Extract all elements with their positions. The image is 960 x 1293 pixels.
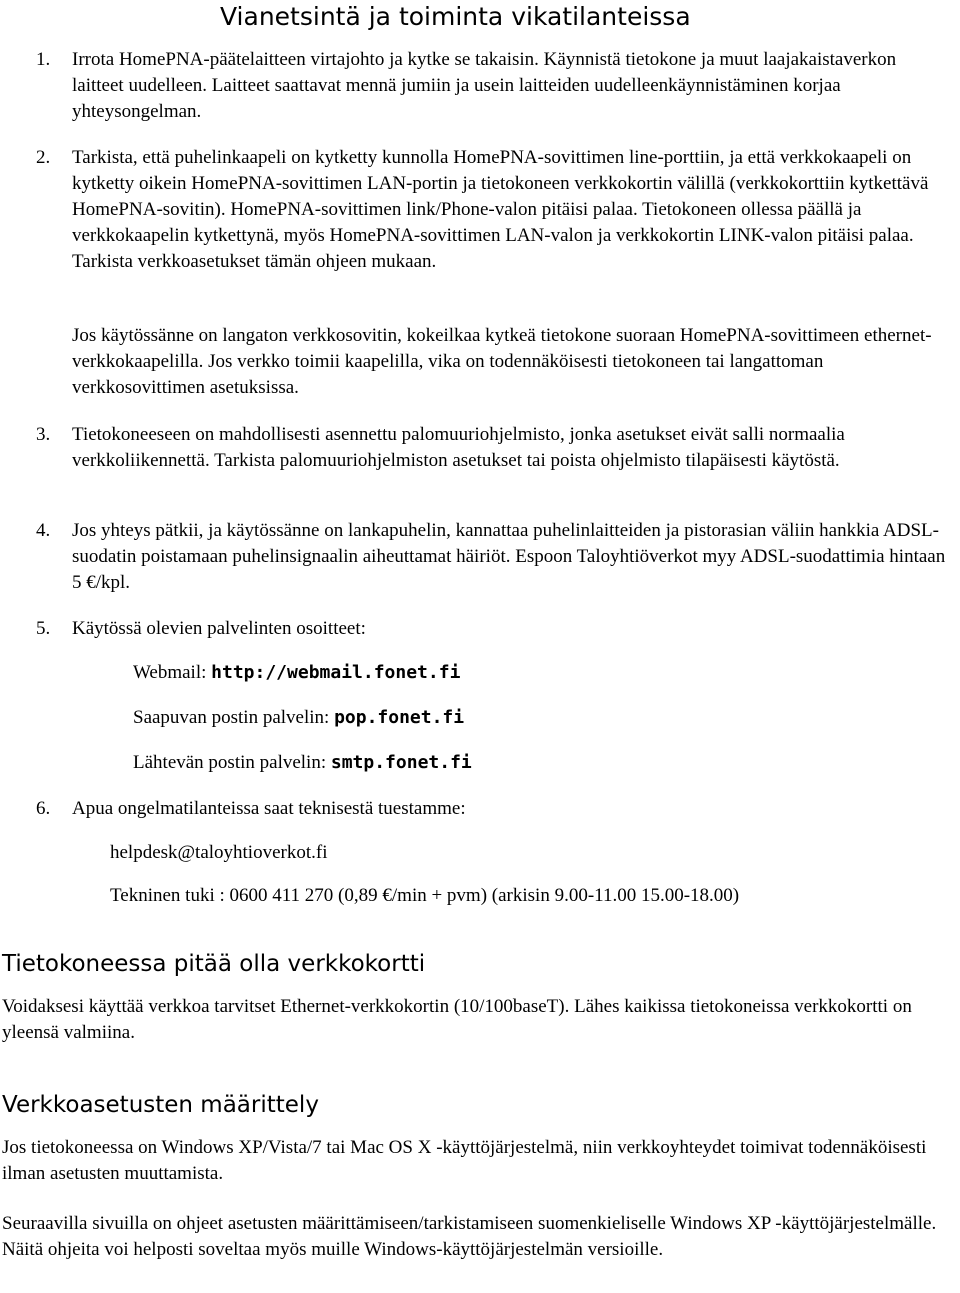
step-paragraph: Jos yhteys pätkii, ja käytössänne on lankapuhelin, kannattaa puhelinlaitteiden ja pistorasian väliin hankkia ADSL-suodatin poistamaan puhelinsignaalin aiheuttamat häiriöt. Espoon Taloyhtiöverkot myy ADSL-suodattimia hintaan 5 €/kpl.: [72, 520, 946, 593]
support-phone: Tekninen tuki : 0600 411 270 (0,89 €/min + pvm) (arkisin 9.00-11.00 15.00-18.00): [110, 885, 740, 906]
step-text: [72, 145, 952, 275]
server-label: Webmail:: [133, 662, 212, 683]
server-address: pop.fonet.fi: [334, 707, 465, 728]
step-text: [72, 796, 952, 822]
step-paragraph: Tarkista, että puhelinkaapeli on kytketty kunnolla HomePNA-sovittimen line-porttiin, ja että verkkokaapeli on kytketty oikein HomePNA-sovittimen LAN-portin ja tietokoneen verkkokortin välillä (verkkokorttiin kytkettävä HomePNA-sovitin). HomePNA-sovittimen link/Phone-valon pitäisi palaa. Tietokoneen ollessa päällä ja verkkokaapelin kytkettynä, myös HomePNA-sovittimen LAN-valon ja verkkokortin LINK-valon pitäisi palaa. Tarkista verkkoasetukset tämän ohjeen mukaan.: [72, 147, 929, 272]
server-incoming: [133, 705, 464, 731]
step-text: [72, 323, 952, 401]
step-number: 4.: [36, 520, 51, 541]
step-paragraph: Jos käytössänne on langaton verkkosovitin, kokeilkaa kytkeä tietokone suoraan HomePNA-sovittimeen ethernet-verkkokaapelilla. Jos verkko toimii kaapelilla, vika on todennäköisesti tietokoneen tai langattoman verkkosovittimen asetuksissa.: [72, 325, 932, 398]
server-label: Lähtevän postin palvelin:: [133, 752, 331, 773]
step-number: 5.: [36, 618, 51, 639]
step-paragraph: Tietokoneeseen on mahdollisesti asennettu palomuuriohjelmisto, jonka asetukset eivät salli normaalia verkkoliikennettä. Tarkista palomuuriohjelmiston asetukset tai poista ohjelmisto tilapäisesti käytöstä.: [72, 424, 845, 471]
step-paragraph: Irrota HomePNA-päätelaitteen virtajohto ja kytke se takaisin. Käynnistä tietokone ja muut laajakaistaverkon laitteet uudelleen. Laitteet saattavat mennä jumiin ja usein laitteiden uudelleenkäynnistäminen korjaa yhteysongelman.: [72, 49, 897, 122]
step-text: [72, 47, 952, 125]
section-paragraph: Jos tietokoneessa on Windows XP/Vista/7 tai Mac OS X -käyttöjärjestelmä, niin verkkoyhteydet toimivat todennäköisesti ilman asetusten muuttamista.: [2, 1137, 927, 1184]
step-paragraph: Käytössä olevien palvelinten osoitteet:: [72, 618, 366, 639]
step-text: [72, 616, 952, 642]
step-paragraph: Apua ongelmatilanteissa saat teknisestä tuestamme:: [72, 798, 466, 819]
step-number: 3.: [36, 424, 51, 445]
support-email-link[interactable]: helpdesk@taloyhtioverkot.fi: [110, 842, 328, 863]
step-text: [72, 518, 952, 596]
section-paragraph: Voidaksesi käyttää verkkoa tarvitset Ethernet-verkkokortin (10/100baseT). Lähes kaikissa tietokoneissa verkkokortti on yleensä valmiina.: [2, 996, 912, 1043]
section-paragraph: Seuraavilla sivuilla on ohjeet asetusten määrittämiseen/tarkistamiseen suomenkieliselle Windows XP -käyttöjärjestelmälle. Näitä ohjeita voi helposti soveltaa myös muille Windows-käyttöjärjestelmän versioille.: [2, 1213, 937, 1260]
section-heading-network-settings: Verkkoasetusten määrittely: [2, 1092, 319, 1118]
step-number: 6.: [36, 798, 51, 819]
page-title: Vianetsintä ja toiminta vikatilanteissa: [220, 2, 691, 31]
step-number: 1.: [36, 49, 51, 70]
server-webmail: [133, 660, 460, 686]
step-number: 2.: [36, 147, 51, 168]
step-text: [72, 422, 952, 474]
server-address-link[interactable]: http://webmail.fonet.fi: [211, 662, 461, 683]
server-address: smtp.fonet.fi: [330, 752, 472, 773]
server-label: Saapuvan postin palvelin:: [133, 707, 335, 728]
server-outgoing: [133, 750, 472, 776]
section-heading-network-card: Tietokoneessa pitää olla verkkokortti: [2, 951, 426, 977]
